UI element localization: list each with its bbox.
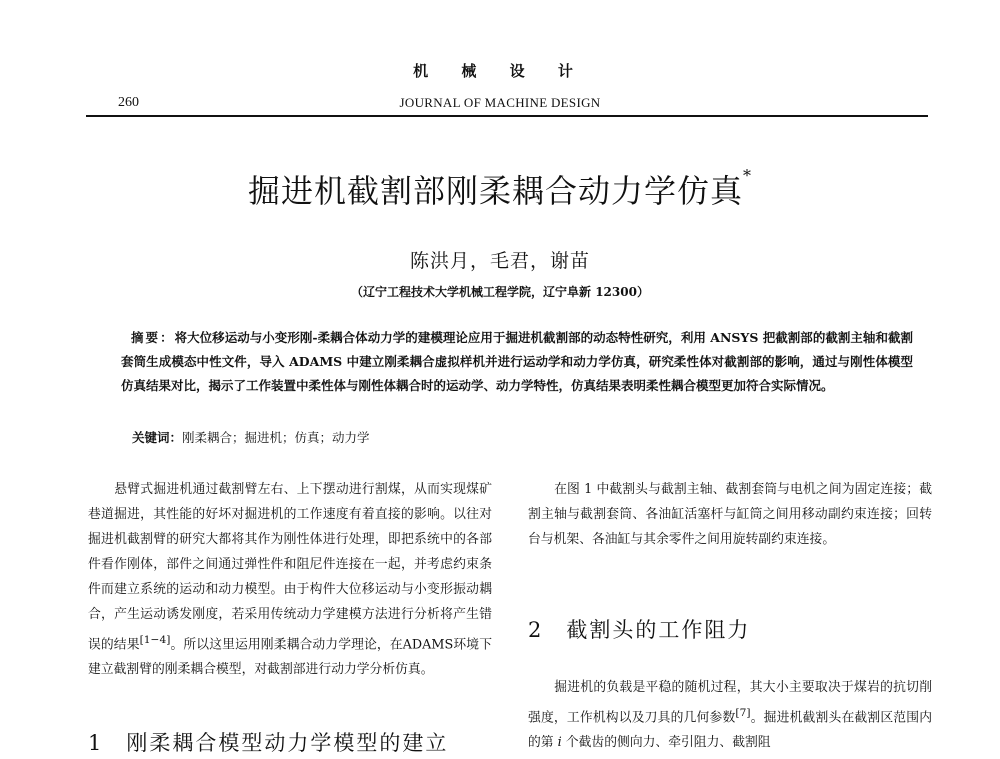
abstract-label: 摘要： — [131, 330, 175, 345]
keywords — [132, 428, 370, 446]
right-paragraph-1 — [528, 477, 932, 552]
intro-citation: [1−4] — [139, 633, 171, 646]
right-paragraph-1-text: 在图 1 中截割头与截割主轴、截割套筒与电机之间为固定连接；截割主轴与截割套筒、各油缸活塞杆与缸筒之间用移动副约束连接；回转台与机架、各油缸与其余零件之间用旋转副约束连接。 — [528, 482, 932, 547]
right-paragraph-2-variable: i — [557, 735, 562, 751]
journal-name-cn: 机 械 设 计 — [413, 62, 587, 80]
title-footnote-mark: * — [743, 166, 752, 185]
article-authors: 陈洪月，毛君，谢苗 — [409, 250, 590, 272]
intro-text-end: 。所以这里运用刚柔耦合动力学理论，在ADAMS环境下建立截割臂的刚柔耦合模型，对截割部进行动力学分析仿真。 — [88, 637, 492, 678]
header-rule — [86, 115, 928, 117]
article-title-text: 掘进机截割部刚柔耦合动力学仿真 — [247, 172, 743, 210]
keywords-label: 关键词： — [132, 430, 183, 445]
abstract — [121, 326, 913, 398]
keywords-text: 刚柔耦合；掘进机；仿真；动力学 — [182, 430, 370, 445]
right-paragraph-2-text-a: 掘进机的负载是平稳的随机过程，其大小主要取决于煤岩的抗切削强度，工作机构以及刀具的几何参数 — [528, 680, 932, 726]
intro-paragraph — [88, 477, 492, 682]
article-affiliation: （辽宁工程技术大学机械工程学院，辽宁阜新 12300） — [351, 285, 649, 299]
article-title — [0, 166, 1000, 212]
right-paragraph-2 — [528, 675, 932, 755]
page-number: 260 — [118, 95, 139, 110]
right-paragraph-2-citation: [7] — [735, 706, 751, 719]
right-paragraph-2-text-c: 个截齿的侧向力、牵引阻力、截割阻 — [561, 735, 771, 751]
journal-name-en: JOURNAL OF MACHINE DESIGN — [399, 95, 601, 110]
abstract-text: 将大位移运动与小变形刚-柔耦合体动力学的建模理论应用于掘进机截割部的动态特性研究，利用 ANSYS 把截割部的截割主轴和截割套筒生成模态中性文件，导入 ADAMS 中建立刚柔耦合虚拟样机并进行运动学和动力学仿真，研究柔性体对截割部的影响，通过与刚性体模型仿真结果对比，揭示了工作装置中柔性体与刚性体耦合时的运动学、动力学特性，仿真结果表明柔性耦合模型更加符合实际情况。 — [121, 330, 913, 393]
section-heading-2: 2 截割头的工作阻力 — [528, 618, 751, 642]
intro-text: 悬臂式掘进机通过截割臂左右、上下摆动进行割煤，从而实现煤矿巷道掘进，其性能的好坏对掘进机的工作速度有着直接的影响。以往对掘进机截割臂的研究大都将其作为刚性体进行处理，即把系统中的各部件看作刚体，部件之间通过弹性件和阻尼件连接在一起，并考虑约束条件而建立系统的运动和动力模型。由于构件大位移运动与小变形振动耦合，产生运动诱发刚度，若采用传统动力学建模方法进行分析将产生错误的结果 — [88, 482, 492, 653]
section-heading-1: 1 刚柔耦合模型动力学模型的建立 — [88, 731, 449, 755]
right-paragraph-2-text-b: 。掘进机截割头在截割区范围内的第 — [528, 710, 933, 751]
